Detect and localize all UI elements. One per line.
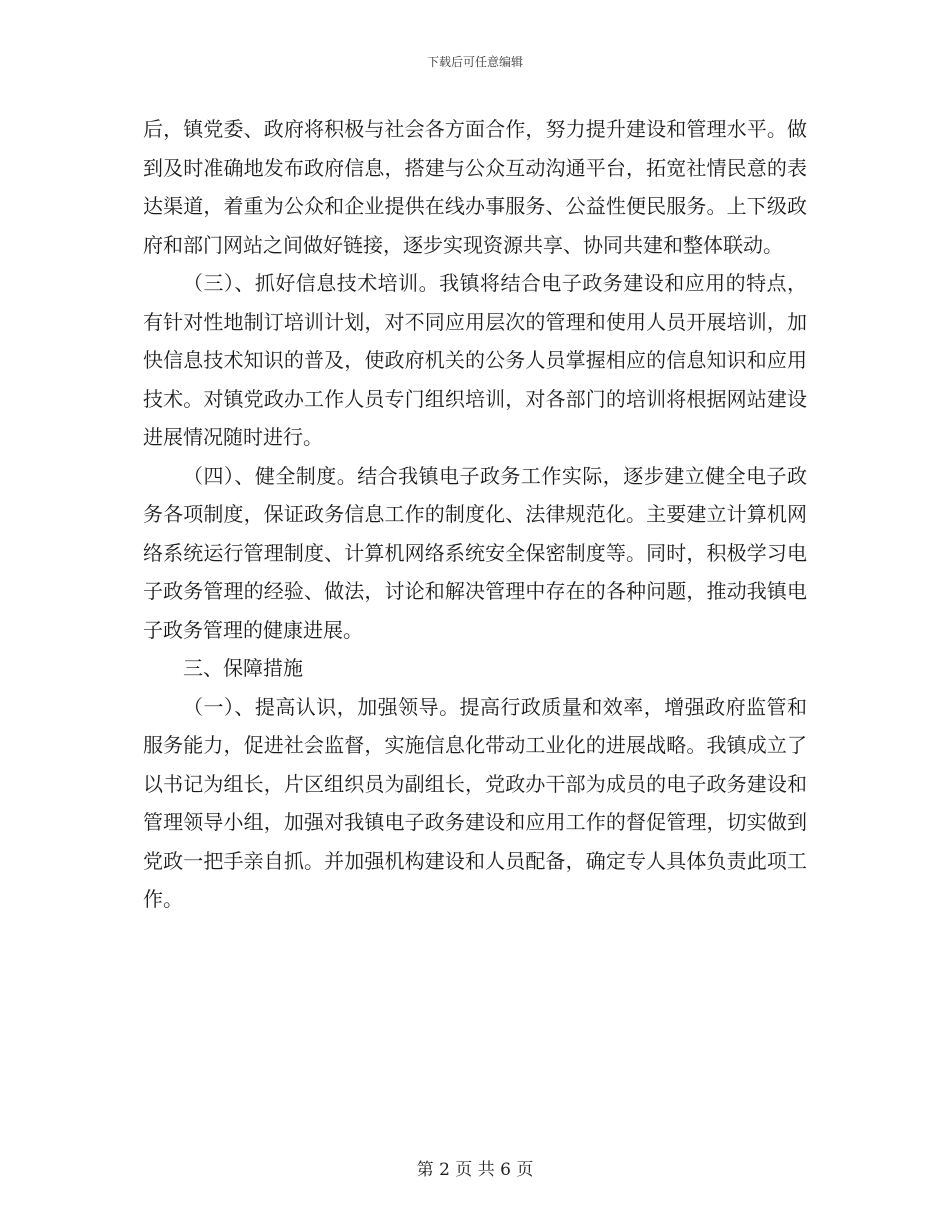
document-body	[143, 110, 807, 919]
page-header: 下载后可任意编辑	[426, 55, 523, 69]
paragraph-section-4: （四）、健全制度。结合我镇电子政务工作实际，逐步建立健全电子政务各项制度，保证政务信息工作的制度化、法律规范化。主要建立计算机网络系统运行管理制度、计算机网络系统安全保密制度等。同时，积极学习电子政务管理的经验、做法，讨论和解决管理中存在的各种问题，推动我镇电子政务管理的健康进展。	[143, 463, 807, 642]
page-number: 第 2 页 共 6 页	[416, 1160, 534, 1180]
paragraph-continuation: 后，镇党委、政府将积极与社会各方面合作，努力提升建设和管理水平。做到及时准确地发布政府信息，搭建与公众互动沟通平台，拓宽社情民意的表达渠道，着重为公众和企业提供在线办事服务、公益性便民服务。上下级政府和部门网站之间做好链接，逐步实现资源共享、协同共建和整体联动。	[143, 117, 807, 257]
paragraph-section-3: （三）、抓好信息技术培训。我镇将结合电子政务建设和应用的特点，有针对性地制订培训计划，对不同应用层次的管理和使用人员开展培训，加快信息技术知识的普及，使政府机关的公务人员掌握相应的信息知识和应用技术。对镇党政办工作人员专门组织培训，对各部门的培训将根据网站建设进展情况随时进行。	[143, 271, 807, 449]
paragraph-safeguard-1: （一）、提高认识，加强领导。提高行政质量和效率，增强政府监管和服务能力，促进社会监督，实施信息化带动工业化的进展战略。我镇成立了以书记为组长，片区组织员为副组长，党政办干部为成员的电子政务建设和管理领导小组，加强对我镇电子政务建设和应用工作的督促管理，切实做到党政一把手亲自抓。并加强机构建设和人员配备，确定专人具体负责此项工作。	[143, 694, 807, 911]
section-heading-safeguards: 三、保障措施	[183, 656, 303, 680]
